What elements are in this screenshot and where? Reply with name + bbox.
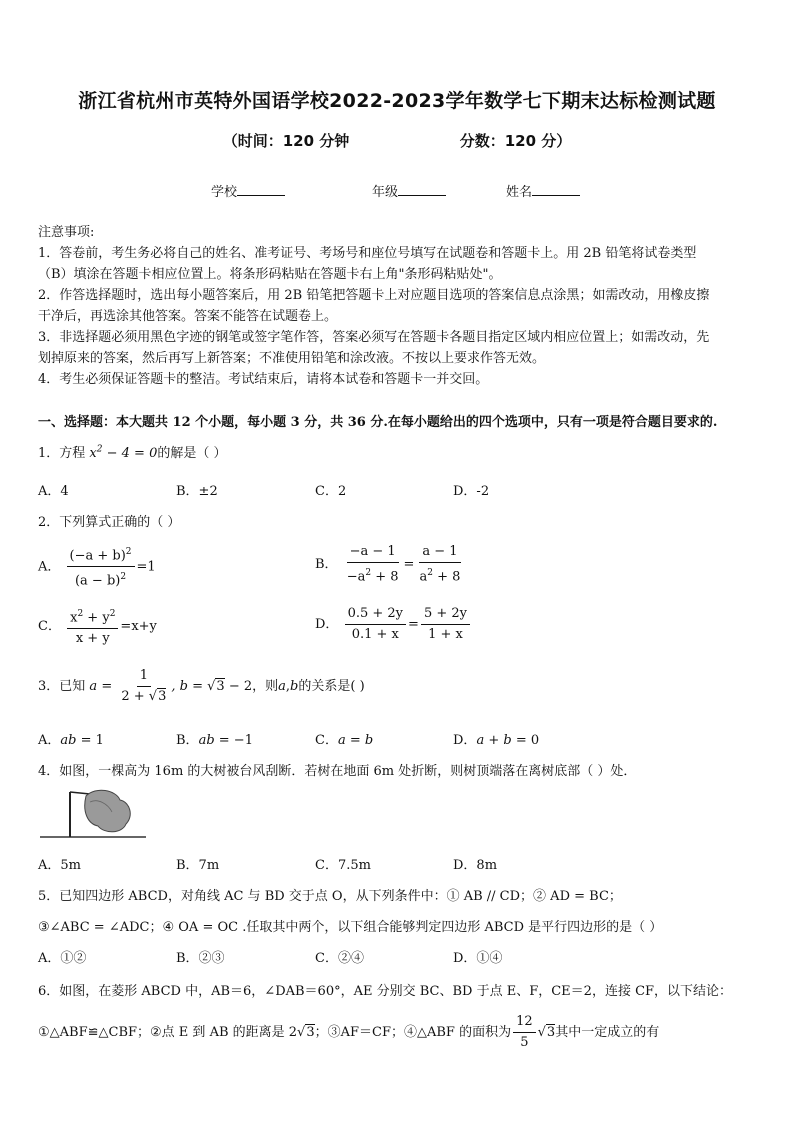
q5-option-a[interactable]: A．①② (38, 951, 87, 966)
question-2: 2．下列算式正确的（ ） (38, 515, 181, 530)
broken-tree-figure (38, 784, 148, 840)
q1-option-c[interactable]: C．2 (315, 484, 347, 499)
q5-option-b[interactable]: B．②③ (176, 951, 225, 966)
fraction: $\frac{5 + 2y}{1 + x}$ (421, 606, 470, 643)
q1-equation: $x^2 - 4 = 0$ (89, 444, 158, 461)
notice-line: 划掉原来的答案，然后再写上新答案；不准使用铅笔和涂改液。不按以上要求作答无效。 (38, 351, 546, 366)
notice-line: （B）填涂在答题卡相应位置上。将条形码粘贴在答题卡右上角"条形码粘贴处"。 (38, 267, 502, 282)
name-label: 姓名 (506, 185, 533, 200)
question-6-line-1: 6．如图，在菱形 ABCD 中，AB＝6，∠DAB＝60°，AE 分别交 BC、BD 于点 E、F，CE＝2，连接 CF，以下结论： (38, 984, 733, 999)
notice-block (38, 222, 758, 390)
q6-text-b: ；③AF＝CF；④△ABF 的面积为 (314, 1025, 512, 1040)
name-field[interactable] (506, 181, 580, 200)
section-heading: 一、选择题：本大题共 12 个小题，每小题 3 分，共 36 分.在每小题给出的四个选项中，只有一项是符合题目要求的. (38, 415, 718, 430)
notice-heading: 注意事项: (38, 225, 95, 240)
q2-option-d[interactable]: D． $\frac{0.5 + 2y}{0.1 + x}$ = $\frac{5 + 2y}{1 + x}$ (315, 606, 472, 643)
time-info: （时间：120 分钟 (222, 132, 350, 150)
question-4: 4．如图，一棵高为 16m 的大树被台风刮断．若树在地面 6m 处折断，则树顶端落在离树底部（ ）处． (38, 764, 637, 779)
q3-stem-post: 的关系是( ) (298, 679, 365, 694)
q5-option-c[interactable]: C．②④ (315, 951, 364, 966)
question-5-line-2: ③∠ABC = ∠ADC；④ OA = OC .任取其中两个，以下组合能够判定四边形 ABCD 是平行四边形的是（ ） (38, 920, 663, 935)
tree-crown (85, 790, 131, 832)
school-label: 学校 (211, 185, 238, 200)
question-1 (38, 442, 227, 461)
q1-stem-pre: 1．方程 (38, 446, 86, 461)
q2-label-c: C． (38, 619, 61, 635)
q1-option-b[interactable]: B．±2 (176, 484, 218, 499)
notice-line: 干净后，再选涂其他答案。答案不能答在试题卷上。 (38, 309, 338, 324)
q4-option-a[interactable]: A．5m (38, 858, 81, 873)
question-3: 3．已知 a = $\frac{1}{2 + √3}$ , b = √3 − 2，则a,b的关系是( ) (38, 668, 365, 704)
q3-label-a: A． (38, 733, 61, 748)
question-5-line-1: 5．已知四边形 ABCD，对角线 AC 与 BD 交于点 O，从下列条件中：① AB // CD；② AD = BC； (38, 889, 622, 904)
q3-stem-mid: ，则 (252, 679, 279, 694)
q1-option-a[interactable]: A．4 (38, 484, 69, 499)
exam-subtitle (0, 130, 794, 151)
q3-stem-pre: 3．已知 (38, 679, 86, 694)
fraction: $\frac{-a - 1}{-a^2 + 8}$ (346, 544, 399, 585)
q3-option-a[interactable]: A．ab = 1 (38, 733, 104, 748)
q2-option-b[interactable]: B． $\frac{-a - 1}{-a^2 + 8}$ = $\frac{a - 1}{a^2 + 8}$ (315, 544, 465, 585)
fraction: $\frac{x^2 + y^2}{x + y}$ (67, 606, 118, 647)
fraction: $\frac{1}{2 + √3}$ (121, 668, 167, 704)
grade-label: 年级 (372, 185, 399, 200)
notice-line: 2．作答选择题时，选出每小题答案后，用 2B 铅笔把答题卡上对应题目选项的答案信息点涂黑；如需改动，用橡皮擦 (38, 288, 710, 303)
fraction: $\frac{12}{5}$ (513, 1014, 536, 1051)
q3-option-c[interactable]: C．a = b (315, 733, 374, 748)
q2-option-a[interactable]: A． $\frac{(-a + b)^2}{(a - b)^2}$ =1 (38, 544, 156, 590)
tree-broken-part (70, 792, 90, 794)
notice-line: 4．考生必须保证答题卡的整洁。考试结束后，请将本试卷和答题卡一并交回。 (38, 372, 489, 387)
q3-label-c: C． (315, 733, 338, 748)
q4-option-d[interactable]: D．8m (453, 858, 498, 873)
q2-label-d: D． (315, 617, 339, 632)
score-info: 分数：120 分） (459, 132, 572, 150)
q2-label-a: A． (38, 559, 61, 575)
fraction: $\frac{0.5 + 2y}{0.1 + x}$ (345, 606, 406, 643)
school-field[interactable] (211, 181, 285, 200)
q3-option-b[interactable]: B．ab = −1 (176, 733, 253, 748)
grade-field[interactable] (372, 181, 446, 200)
fraction: $\frac{(-a + b)^2}{(a - b)^2}$ (67, 544, 135, 590)
notice-line: 3．非选择题必须用黑色字迹的钢笔或签字笔作答，答案必须写在答题卡各题目指定区域内相应位置上；如需改动，先 (38, 330, 710, 345)
notice-line: 1．答卷前，考生务必将自己的姓名、准考证号、考场号和座位号填写在试题卷和答题卡上。用 2B 铅笔将试卷类型 (38, 246, 697, 261)
q2-label-b: B． (315, 557, 338, 573)
exam-title: 浙江省杭州市英特外国语学校2022-2023学年数学七下期末达标检测试题 (78, 90, 716, 112)
q6-text-c: 其中一定成立的有 (555, 1025, 660, 1040)
q5-option-d[interactable]: D．①④ (453, 951, 503, 966)
q4-option-b[interactable]: B．7m (176, 858, 220, 873)
q1-stem-post: 的解是（ ） (157, 446, 227, 461)
question-6-line-2: ①△ABF≌△CBF；②点 E 到 AB 的距离是 2√3；③AF＝CF；④△ABF 的面积为 $\frac{12}{5}$ √3其中一定成立的有 (38, 1014, 660, 1050)
q2-option-c[interactable]: C． $\frac{x^2 + y^2}{x + y}$ =x+y (38, 606, 157, 647)
q3-label-d: D． (453, 733, 477, 748)
q4-option-c[interactable]: C．7.5m (315, 858, 371, 873)
q1-option-d[interactable]: D．-2 (453, 484, 490, 499)
q3-option-d[interactable]: D．a + b = 0 (453, 733, 540, 748)
fraction: $\frac{a - 1}{a^2 + 8}$ (419, 544, 461, 585)
q6-text-a: ①△ABF≌△CBF；②点 E 到 AB 的距离是 (38, 1025, 285, 1040)
q3-label-b: B． (176, 733, 199, 748)
